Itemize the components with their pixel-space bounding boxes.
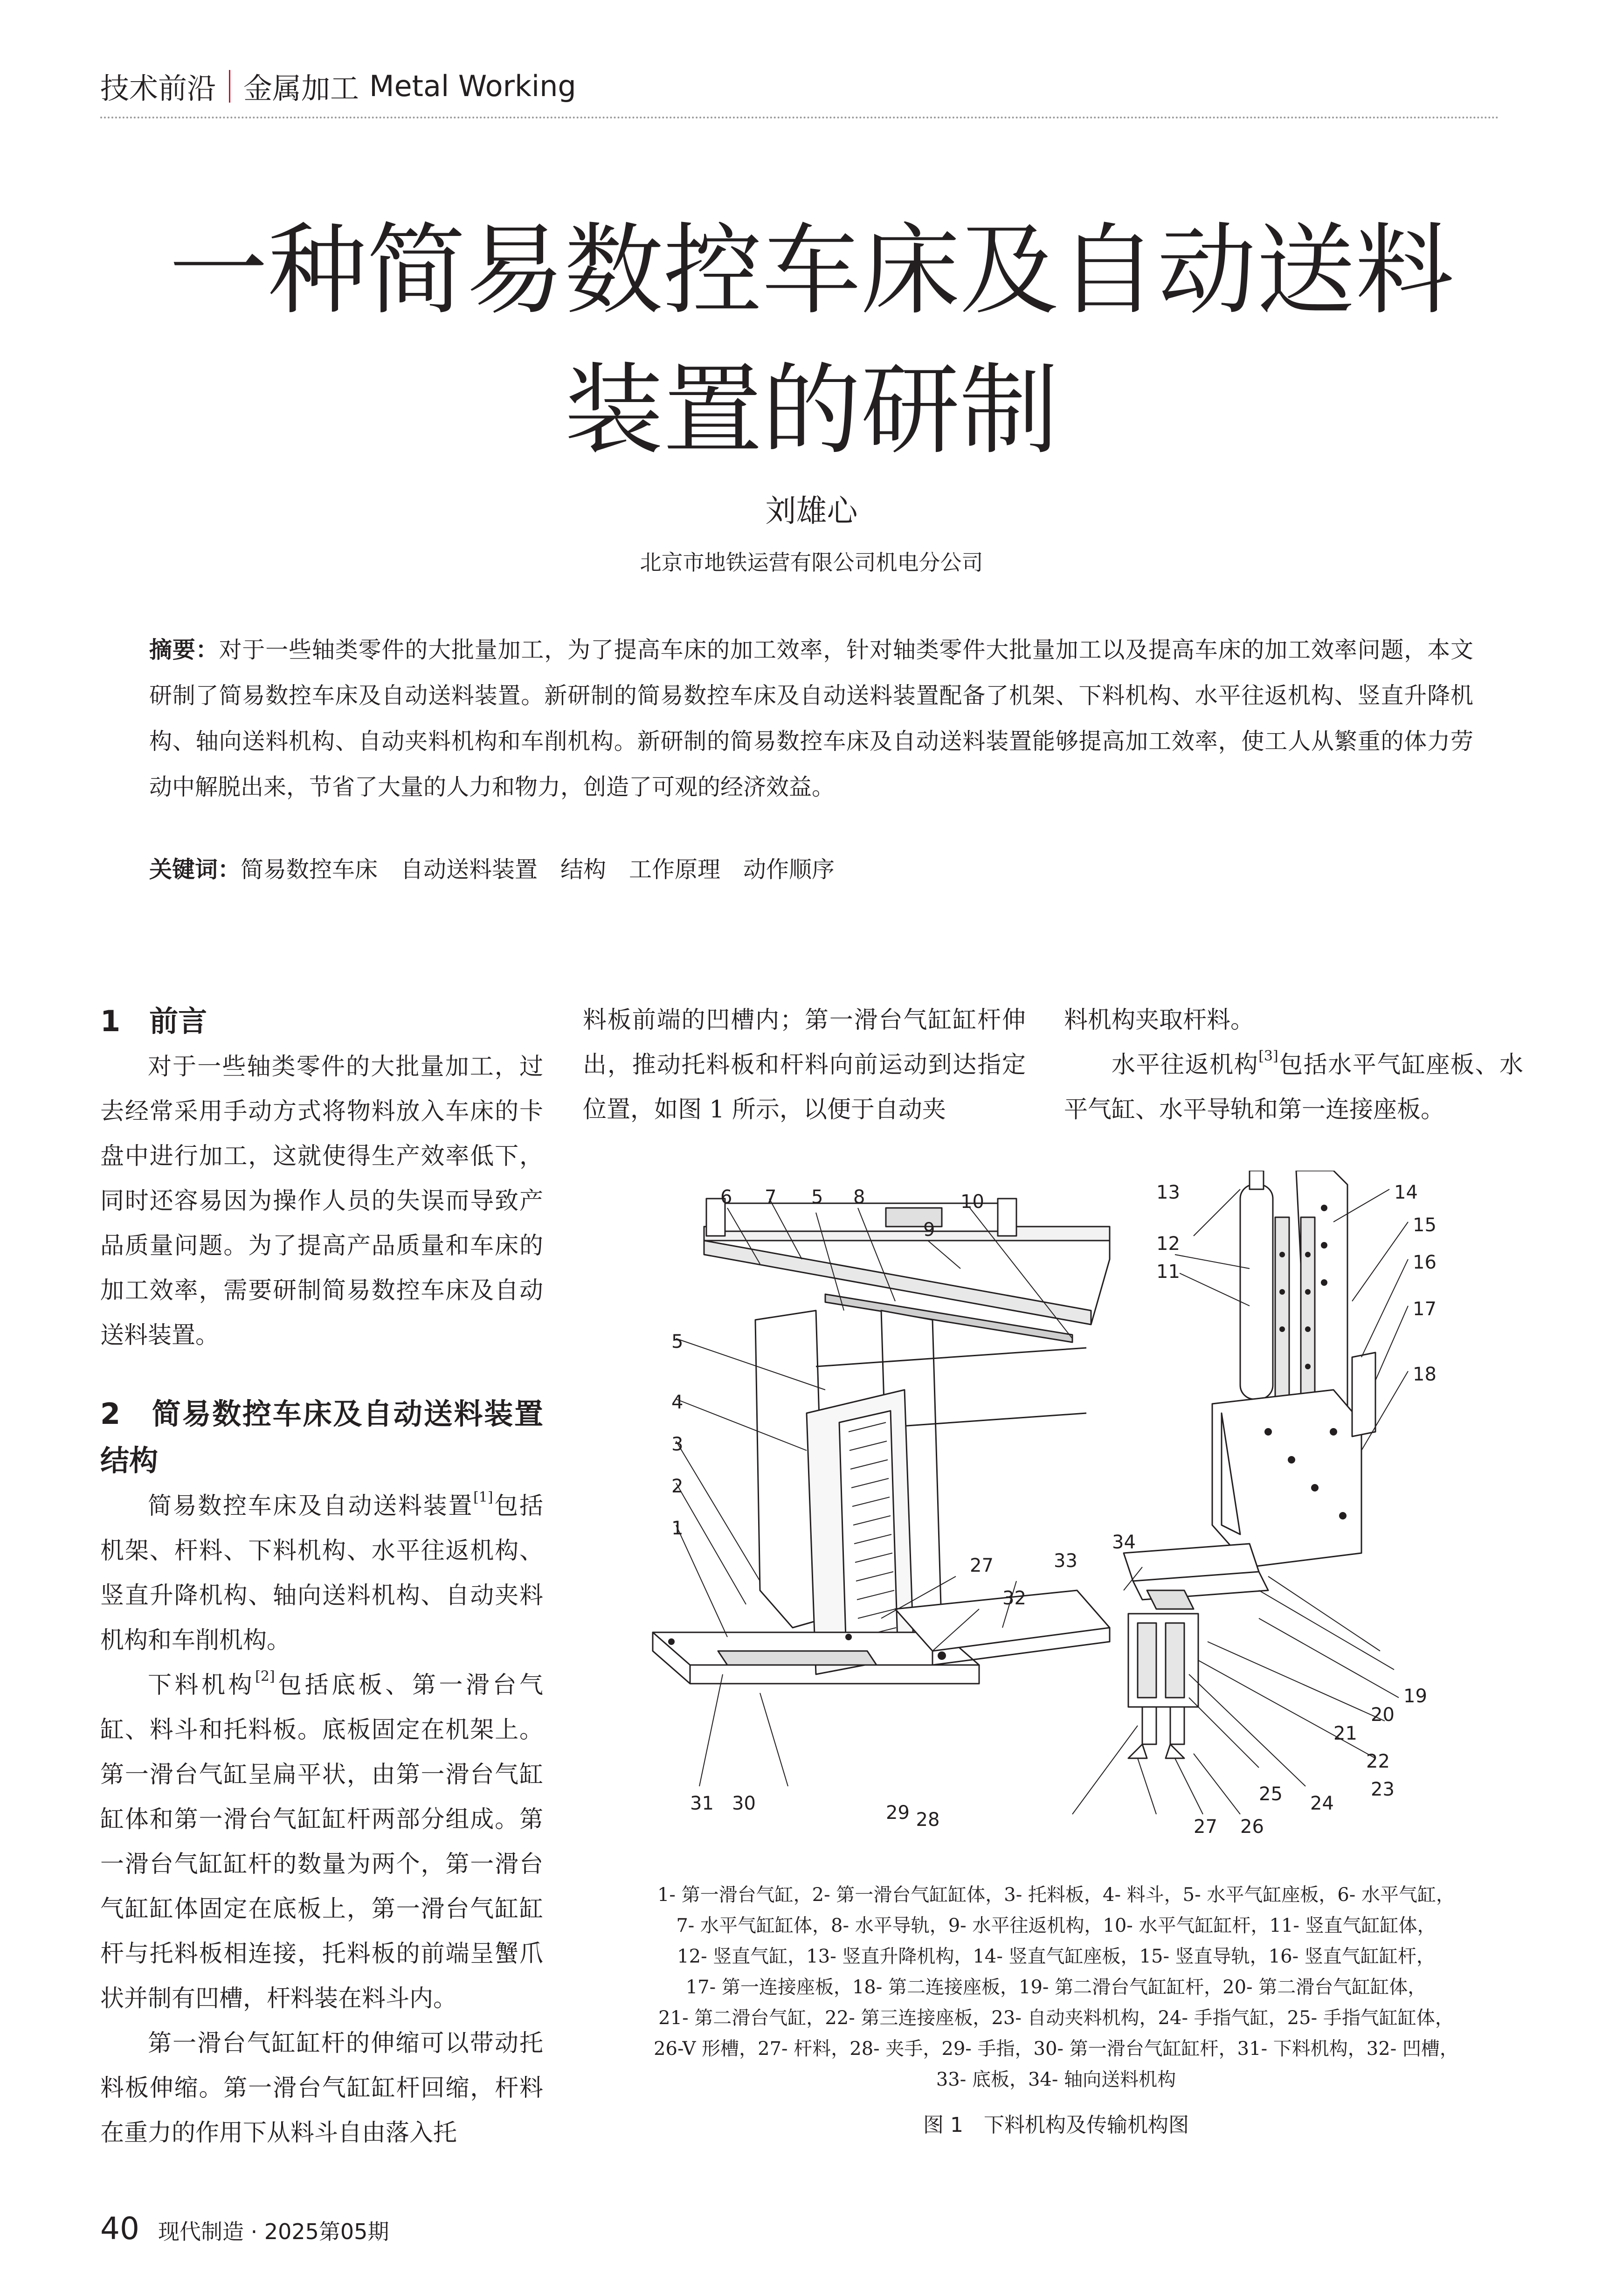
text-run: 下料机构 — [148, 1672, 256, 1699]
page-footer — [100, 2211, 389, 2247]
callout-2: 2 — [671, 1476, 684, 1497]
column-3-continuation: 料机构夹取杆料。 — [1064, 1006, 1255, 1034]
text-run: 简易数控车床及自动送料装置 — [148, 1492, 474, 1520]
callout-10: 10 — [960, 1191, 984, 1213]
axial-feed-mechanism — [1124, 1544, 1259, 1581]
section-2-paragraph-1 — [100, 1484, 543, 1663]
callout-3: 3 — [671, 1434, 684, 1455]
title-line-1: 一种简易数控车床及自动送料 — [169, 213, 1454, 328]
callout-33: 33 — [1054, 1550, 1077, 1572]
mechanism-line-drawing — [606, 1171, 1529, 1866]
citation-3: [3] — [1258, 1048, 1278, 1064]
callout-16: 16 — [1413, 1252, 1437, 1273]
article-title — [100, 201, 1523, 480]
text-run: 水平往返机构 — [1112, 1051, 1259, 1079]
callout-18: 18 — [1413, 1364, 1437, 1385]
abstract-text: 对于一些轴类零件的大批量加工，为了提高车床的加工效率，针对轴类零件大批量加工以及提高车床的加工效率问题，本文研制了简易数控车床及自动送料装置。新研制的简易数控车床及自动送料装置配备了机架、下料机构、水平往返机构、竖直升降机构、轴向送料机构、自动夹料机构和车削机构。新研制的简易数控车床及自动送料装置能够提高加工效率，使工人从繁重的体力劳动中解脱出来，节省了大量的人力和物力，创造了可观的经济效益。 — [149, 637, 1473, 800]
author: 刘雄心 — [765, 493, 858, 529]
callout-21: 21 — [1333, 1723, 1357, 1744]
column-label-cn: 金属加工 — [243, 71, 359, 105]
legend-line: 33- 底板，34- 轴向送料机构 — [936, 2069, 1176, 2090]
callout-32: 32 — [1002, 1588, 1026, 1609]
callout-1: 1 — [671, 1518, 684, 1539]
callout-17: 17 — [1413, 1298, 1437, 1320]
callout-27b: 27 — [1194, 1816, 1217, 1838]
callout-15: 15 — [1413, 1214, 1437, 1236]
vertical-cylinder — [1240, 1185, 1273, 1399]
legend-line: 21- 第二滑台气缸，22- 第三连接座板，23- 自动夹料机构，24- 手指气缸，25- 手指气缸缸体， — [658, 2007, 1454, 2029]
callout-24: 24 — [1310, 1793, 1334, 1814]
callout-9: 9 — [923, 1219, 935, 1241]
vertical-rail-left — [1275, 1217, 1289, 1413]
callout-5a: 5 — [671, 1331, 684, 1353]
keywords — [149, 851, 1473, 888]
page-number: 40 — [100, 2211, 139, 2247]
first-connecting-plate — [1352, 1353, 1375, 1436]
callout-22: 22 — [1366, 1751, 1390, 1772]
callout-8: 8 — [853, 1186, 865, 1208]
legend-line: 17- 第一连接座板，18- 第二连接座板，19- 第二滑台气缸缸杆，20- 第二滑台气缸缸体， — [685, 1977, 1427, 1998]
section-1-paragraph: 对于一些轴类零件的大批量加工，过去经常采用手动方式将物料放入车床的卡盘中进行加工，这就使得生产效率低下，同时还容易因为操作人员的失误而导致产品质量问题。为了提高产品质量和车床的加工效率，需要研制简易数控车床及自动送料装置。 — [100, 1053, 543, 1349]
text-run: 包括水平气缸座板、水平气缸、水平导轨和第一连接座板。 — [1064, 1051, 1523, 1124]
callout-23: 23 — [1371, 1779, 1395, 1800]
callout-20: 20 — [1371, 1704, 1395, 1726]
callout-26: 26 — [1240, 1816, 1264, 1838]
text-run: 包括机架、杆料、下料机构、水平往返机构、竖直升降机构、轴向送料机构、自动夹料机构和车削机构。 — [100, 1492, 543, 1654]
figure-caption: 图 1 下料机构及传输机构图 — [923, 2113, 1189, 2137]
callout-14: 14 — [1394, 1182, 1418, 1203]
callout-13: 13 — [1156, 1182, 1180, 1203]
column-label-en: Metal Working — [369, 69, 576, 103]
column-2-text: 料板前端的凹槽内；第一滑台气缸缸杆伸出，推动托料板和杆料向前运动到达指定位置，如图 1 所示，以便于自动夹 — [583, 1006, 1026, 1124]
callout-29: 29 — [886, 1802, 910, 1824]
legend-line: 7- 水平气缸缸体，8- 水平导轨，9- 水平往返机构，10- 水平气缸缸杆，11- 竖直气缸缸体， — [676, 1915, 1436, 1936]
text-run: 包括底板、第一滑台气缸、料斗和托料板。底板固定在机架上。第一滑台气缸呈扁平状，由第一滑台气缸缸体和第一滑台气缸缸杆两部分组成。第一滑台气缸缸杆的数量为两个，第一滑台气缸缸体固定在底板上，第一滑台气缸缸杆与托料板相连接，托料板的前端呈蟹爪状并制有凹槽，杆料装在料斗内。 — [100, 1672, 543, 2012]
section-2-heading: 2 简易数控车床及自动送料装置结构 — [100, 1397, 543, 1477]
callout-5b: 5 — [811, 1186, 823, 1208]
citation-1: [1] — [473, 1489, 493, 1505]
callout-7: 7 — [765, 1186, 777, 1208]
body-column-2 — [583, 998, 1026, 1132]
callout-11: 11 — [1156, 1261, 1180, 1283]
callout-28: 28 — [916, 1809, 940, 1831]
callout-19: 19 — [1403, 1686, 1427, 1707]
citation-2: [2] — [255, 1668, 275, 1685]
abstract — [149, 627, 1473, 810]
callout-30: 30 — [732, 1793, 756, 1814]
body-column-1 — [100, 998, 543, 2156]
section-2-paragraph-3: 第一滑台气缸缸杆的伸缩可以带动托料板伸缩。第一滑台气缸缸杆回缩，杆料在重力的作用下从料斗自由落入托 — [100, 2030, 543, 2147]
second-connecting-plate — [1212, 1390, 1361, 1567]
vertical-rail-right — [1301, 1217, 1315, 1413]
legend-line: 12- 竖直气缸，13- 竖直升降机构，14- 竖直气缸座板，15- 竖直导轨，16- 竖直气缸缸杆， — [677, 1946, 1435, 1967]
finger — [1142, 1707, 1156, 1744]
column-3-paragraph — [1064, 1043, 1523, 1132]
abstract-label: 摘要： — [149, 637, 219, 663]
section-2-paragraph-2 — [100, 1663, 543, 2021]
keywords-label: 关键词： — [149, 856, 241, 883]
section-label: 技术前沿 — [100, 71, 216, 105]
section-1-heading: 1 前言 — [100, 1004, 207, 1038]
callout-34: 34 — [1112, 1532, 1136, 1553]
title-line-2: 装置的研制 — [564, 353, 1059, 468]
body-column-3 — [1064, 998, 1523, 1132]
callout-6: 6 — [720, 1186, 732, 1208]
callout-25: 25 — [1259, 1783, 1283, 1805]
journal-issue: 现代制造 · 2025第05期 — [158, 2219, 389, 2244]
callout-4: 4 — [671, 1392, 684, 1413]
callout-12: 12 — [1156, 1233, 1180, 1255]
running-head — [100, 65, 576, 107]
callout-27a: 27 — [970, 1555, 994, 1576]
figure-legend — [587, 1880, 1525, 2095]
first-slide-cylinder — [718, 1651, 877, 1665]
legend-line: 26-V 形槽，27- 杆料，28- 夹手，29- 手指，30- 第一滑台气缸缸杆，31- 下料机构，32- 凹槽， — [654, 2038, 1458, 2060]
callout-31: 31 — [690, 1793, 714, 1814]
legend-line: 1- 第一滑台气缸，2- 第一滑台气缸缸体，3- 托料板，4- 料斗，5- 水平气缸座板，6- 水平气缸， — [657, 1884, 1455, 1906]
header-divider — [229, 70, 230, 103]
affiliation: 北京市地铁运营有限公司机电分公司 — [640, 550, 983, 575]
figure-1-drawing — [606, 1171, 1529, 1866]
keywords-text: 简易数控车床 自动送料装置 结构 工作原理 动作顺序 — [241, 856, 835, 883]
header-rule — [100, 117, 1499, 118]
